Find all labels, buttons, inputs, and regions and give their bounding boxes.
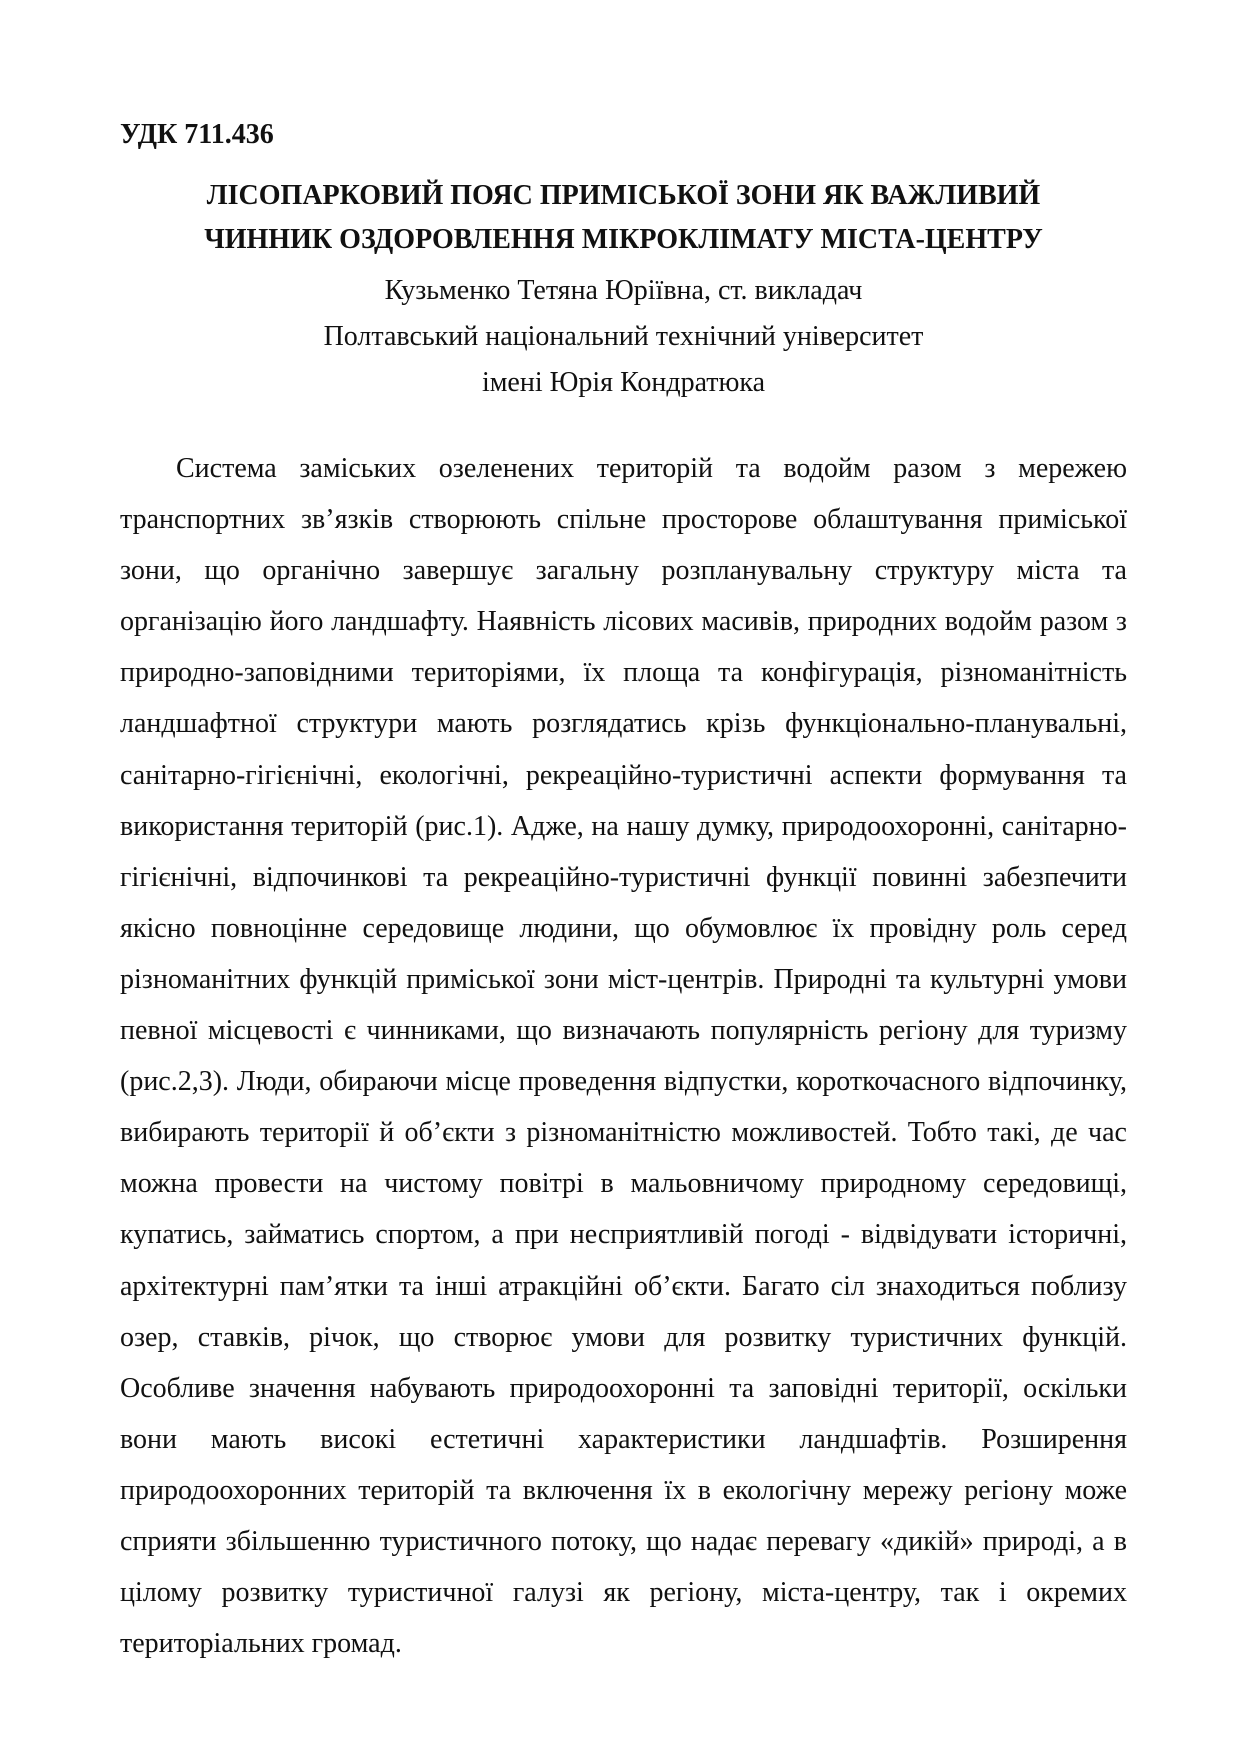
paper-title bbox=[120, 174, 1127, 262]
author-name: Кузьменко Тетяна Юріївна, ст. викладач bbox=[384, 275, 863, 306]
author-block bbox=[120, 268, 1127, 406]
paper-title-line: ЧИННИК ОЗДОРОВЛЕННЯ МІКРОКЛІМАТУ МІСТА-ЦЕНТРУ bbox=[204, 224, 1043, 255]
body-paragraph: Система заміських озеленених територій та водойм разом з мережею транспортних зв’язків створюють спільне просторове облаштування приміської зони, що органічно завершує загальну розпланувальну структуру міста та організацію його ландшафту. Наявність лісових масивів, природних водойм разом з природно-заповідними територіями, їх площа та конфігурація, різноманітність ландшафтної структури мають розглядатись крізь функціонально-планувальні, санітарно-гігієнічні, екологічні, рекреаційно-туристичні аспекти формування та використання територій (рис.1). Адже, на нашу думку, природоохоронні, санітарно-гігієнічні, відпочинкові та рекреаційно-туристичні функції повинні забезпечити якісно повноцінне середовище людини, що обумовлює їх провідну роль серед різноманітних функцій приміської зони міст-центрів. Природні та культурні умови певної місцевості є чинниками, що визначають популярність регіону для туризму (рис.2,3). Люди, обираючи місце проведення відпустки, короткочасного відпочинку, вибирають території й об’єкти з різноманітністю можливостей. Тобто такі, де час можна провести на чистому повітрі в мальовничому природному середовищі, купатись, займатись спортом, а при несприятливій погоді - відвідувати історичні, архітектурні пам’ятки та інші атракційні об’єкти. Багато сіл знаходиться поблизу озер, ставків, річок, що створює умови для розвитку туристичних функцій. Особливе значення набувають природоохоронні та заповідні території, оскільки вони мають високі естетичні характеристики ландшафтів. Розширення природоохоронних територій та включення їх в екологічну мережу регіону може сприяти збільшенню туристичного потоку, що надає перевагу «дикій» природі, а в цілому розвитку туристичної галузі як регіону, міста-центру, так і окремих територіальних громад. bbox=[120, 453, 1127, 1660]
affiliation-line: імені Юрія Кондратюка bbox=[481, 367, 766, 398]
udk-code: УДК 711.436 bbox=[120, 119, 274, 150]
paper-title-line: ЛІСОПАРКОВИЙ ПОЯС ПРИМІСЬКОЇ ЗОНИ ЯК ВАЖЛИВИЙ bbox=[206, 180, 1041, 211]
affiliation-line: Полтавський національний технічний університет bbox=[323, 321, 924, 352]
